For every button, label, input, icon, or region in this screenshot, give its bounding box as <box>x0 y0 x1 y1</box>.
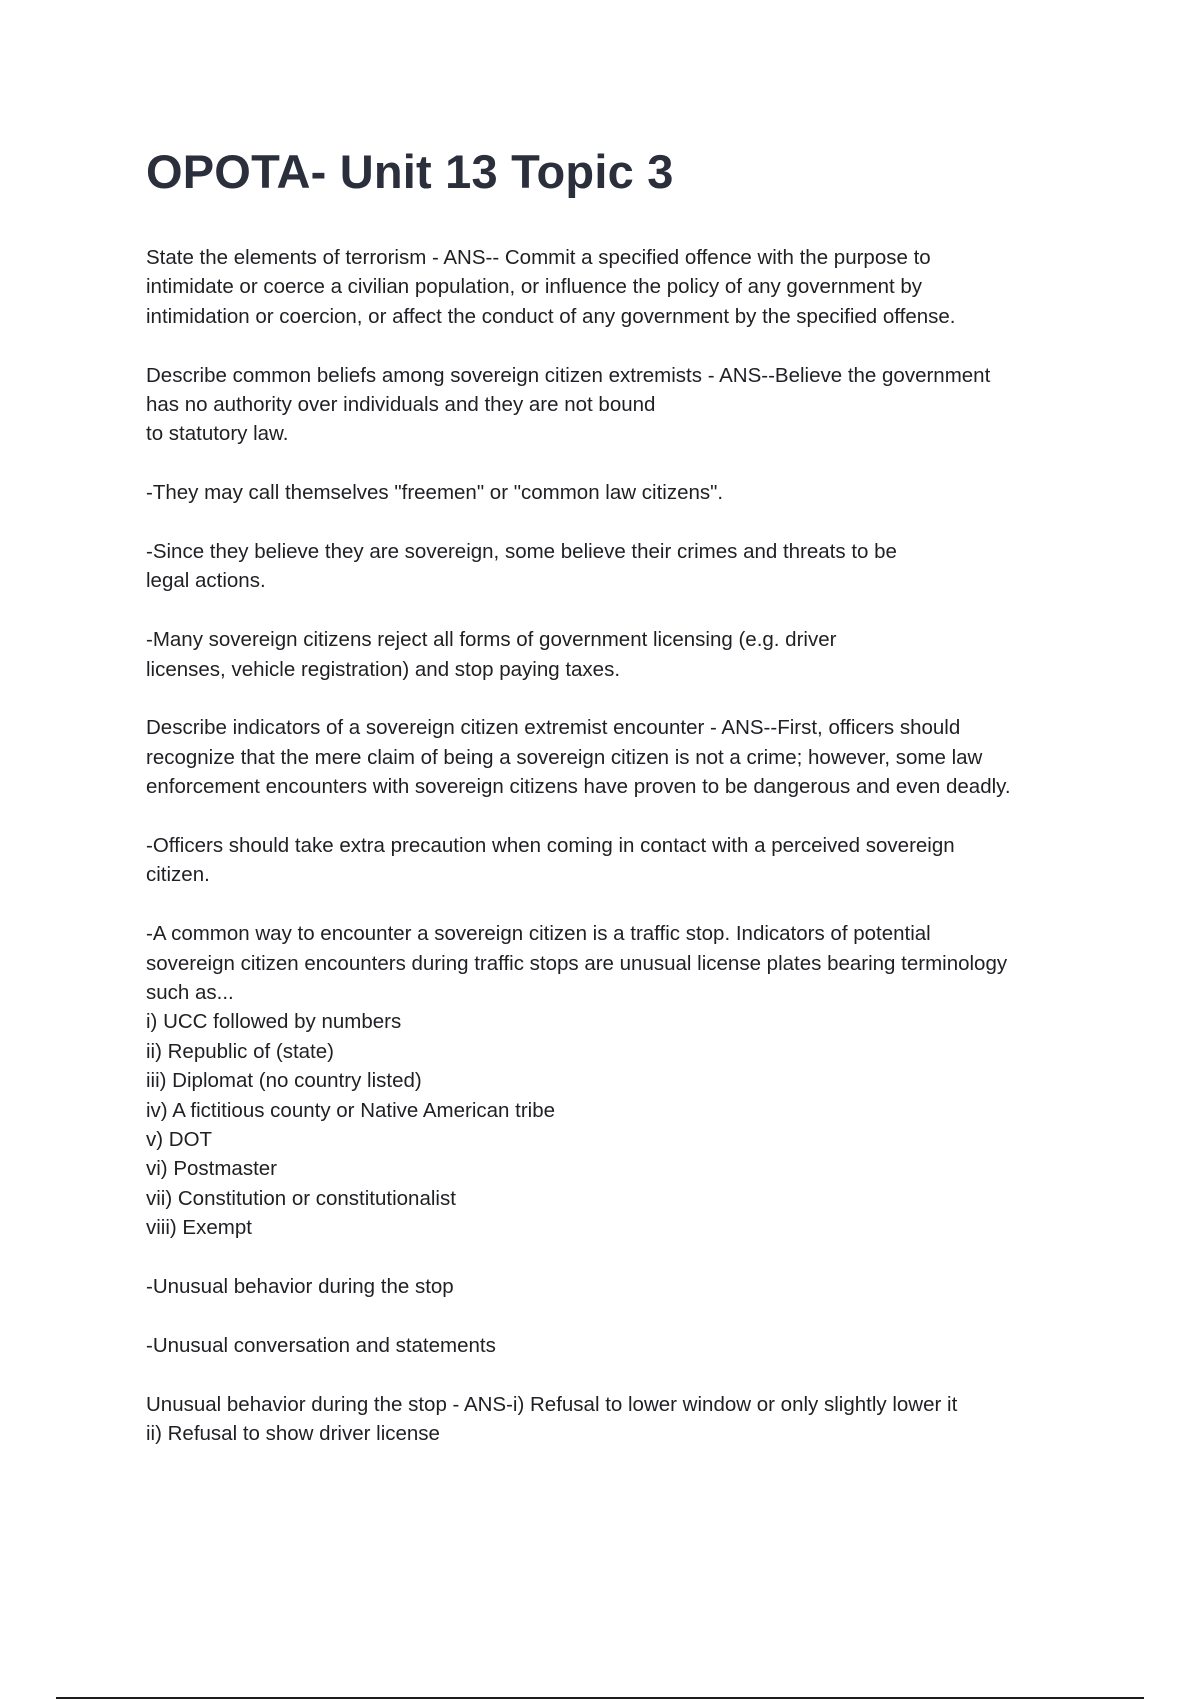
paragraph-unusual-behavior <box>146 1272 1106 1301</box>
text-line: Describe common beliefs among sovereign citizen extremists - ANS--Believe the government <box>146 363 991 387</box>
text-line: such as... <box>146 981 234 1005</box>
list-item: iv) A fictitious county or Native American tribe <box>146 1098 556 1122</box>
text-line: ii) Refusal to show driver license <box>146 1422 440 1446</box>
text-line: -A common way to encounter a sovereign citizen is a traffic stop. Indicators of potential <box>146 922 931 946</box>
paragraph-terrorism-elements <box>146 243 1106 331</box>
document-body <box>146 243 1106 1478</box>
text-line: -Unusual behavior during the stop <box>146 1275 454 1299</box>
text-line: Describe indicators of a sovereign citizen extremist encounter - ANS--First, officers should <box>146 716 961 740</box>
list-item: vi) Postmaster <box>146 1157 277 1181</box>
list-item: vii) Constitution or constitutionalist <box>146 1186 456 1210</box>
list-item: i) UCC followed by numbers <box>146 1010 402 1034</box>
text-line: -Many sovereign citizens reject all forms of government licensing (e.g. driver <box>146 628 837 652</box>
page-title: OPOTA- Unit 13 Topic 3 <box>146 145 674 198</box>
paragraph-behavior-answer <box>146 1390 1106 1449</box>
text-line: Unusual behavior during the stop - ANS-i) Refusal to lower window or only slightly lower it <box>146 1392 958 1416</box>
list-item: viii) Exempt <box>146 1216 252 1240</box>
paragraph-encounter-indicators <box>146 713 1106 801</box>
text-line: intimidation or coercion, or affect the conduct of any government by the specified offense. <box>146 304 956 328</box>
paragraph-traffic-stop <box>146 919 1106 1242</box>
text-line: -Unusual conversation and statements <box>146 1333 496 1357</box>
list-item: v) DOT <box>146 1128 213 1152</box>
text-line: legal actions. <box>146 569 266 593</box>
paragraph-freemen <box>146 478 1106 507</box>
text-line: has no authority over individuals and they are not bound <box>146 393 656 417</box>
text-line: -Officers should take extra precaution when coming in contact with a perceived sovereign <box>146 834 955 858</box>
paragraph-sovereign-beliefs <box>146 361 1106 449</box>
paragraph-licensing <box>146 625 1106 684</box>
paragraph-extra-precaution <box>146 831 1106 890</box>
text-line: -Since they believe they are sovereign, some believe their crimes and threats to be <box>146 540 897 564</box>
list-item: iii) Diplomat (no country listed) <box>146 1069 422 1093</box>
paragraph-unusual-conversation <box>146 1331 1106 1360</box>
text-line: to statutory law. <box>146 422 289 446</box>
text-line: intimidate or coerce a civilian population, or influence the policy of any government by <box>146 275 923 299</box>
list-item: ii) Republic of (state) <box>146 1039 334 1063</box>
footer-divider <box>56 1697 1144 1699</box>
text-line: sovereign citizen encounters during traffic stops are unusual license plates bearing terminology <box>146 951 1008 975</box>
text-line: enforcement encounters with sovereign citizens have proven to be dangerous and even deadly. <box>146 775 1011 799</box>
text-line: -They may call themselves "freemen" or "common law citizens". <box>146 481 724 505</box>
text-line: State the elements of terrorism - ANS-- Commit a specified offence with the purpose to <box>146 246 931 269</box>
text-line: citizen. <box>146 863 210 887</box>
text-line: recognize that the mere claim of being a sovereign citizen is not a crime; however, some law <box>146 745 983 769</box>
text-line: licenses, vehicle registration) and stop paying taxes. <box>146 657 621 681</box>
paragraph-legal-actions <box>146 537 1106 596</box>
